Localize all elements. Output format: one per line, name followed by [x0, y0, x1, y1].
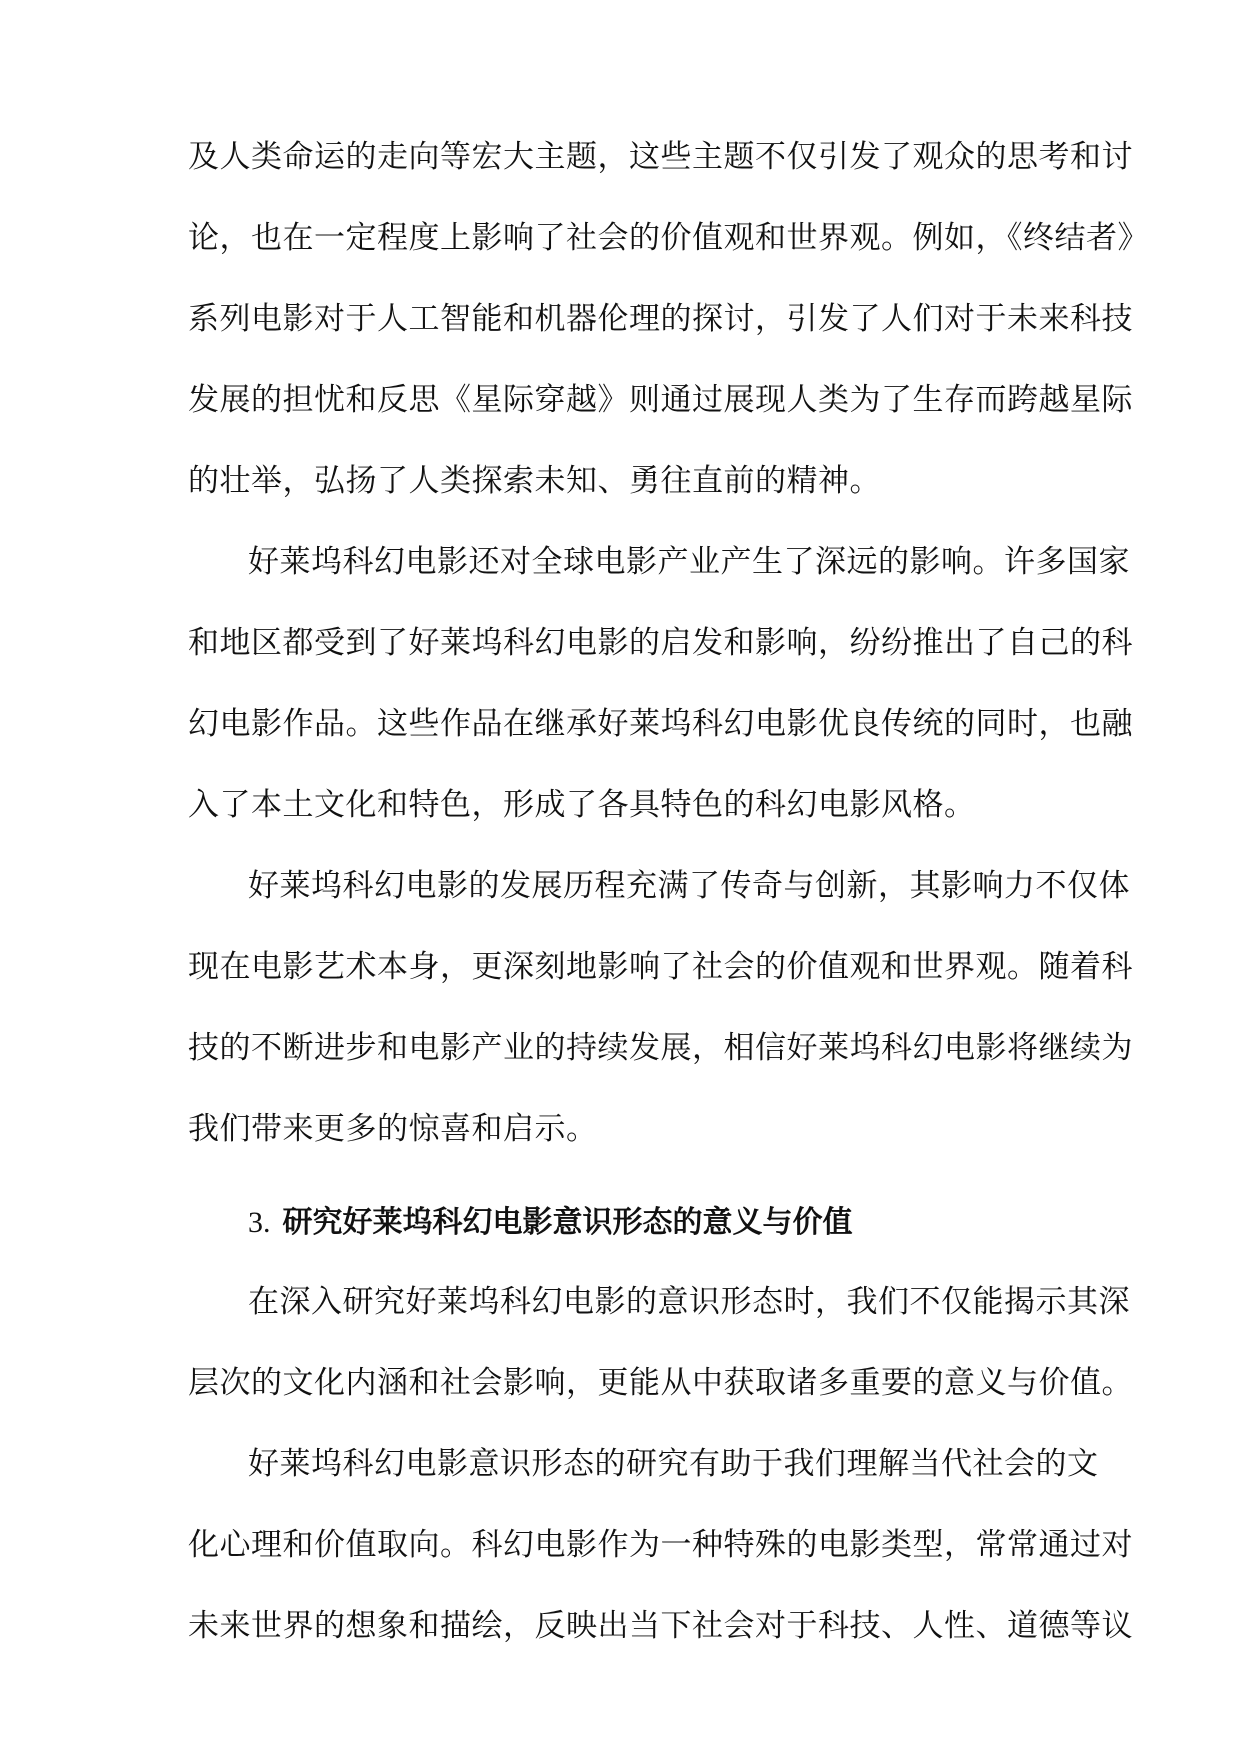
section-heading	[248, 1203, 853, 1243]
paragraph-1-line-2: 论，也在一定程度上影响了社会的价值观和世界观。例如，《终结者》	[188, 220, 1149, 256]
paragraph-1-line-1: 及人类命运的走向等宏大主题，这些主题不仅引发了观众的思考和讨	[188, 139, 1133, 175]
section-paragraph-2-line-1: 好莱坞科幻电影意识形态的研究有助于我们理解当代社会的文	[248, 1446, 1099, 1482]
paragraph-2-line-2: 和地区都受到了好莱坞科幻电影的启发和影响，纷纷推出了自己的科	[188, 625, 1133, 661]
section-paragraph-2-line-2: 化心理和价值取向。科幻电影作为一种特殊的电影类型，常常通过对	[188, 1527, 1133, 1563]
paragraph-3-line-1: 好莱坞科幻电影的发展历程充满了传奇与创新，其影响力不仅体	[248, 868, 1130, 904]
section-paragraph-1-line-1: 在深入研究好莱坞科幻电影的意识形态时，我们不仅能揭示其深	[248, 1284, 1130, 1320]
paragraph-3-line-2: 现在电影艺术本身，更深刻地影响了社会的价值观和世界观。随着科	[188, 949, 1133, 985]
paragraph-1-line-5: 的壮举，弘扬了人类探索未知、勇往直前的精神。	[188, 463, 881, 499]
section-number: 3.	[248, 1206, 271, 1239]
paragraph-2-line-4: 入了本土文化和特色，形成了各具特色的科幻电影风格。	[188, 787, 976, 823]
paragraph-2-line-1: 好莱坞科幻电影还对全球电影产业产生了深远的影响。许多国家	[248, 544, 1130, 580]
paragraph-1-line-3: 系列电影对于人工智能和机器伦理的探讨，引发了人们对于未来科技	[188, 301, 1133, 337]
section-title: 研究好莱坞科幻电影意识形态的意义与价值	[282, 1205, 853, 1240]
paragraph-2-line-3: 幻电影作品。这些作品在继承好莱坞科幻电影优良传统的同时，也融	[188, 706, 1133, 742]
paragraph-1-line-4: 发展的担忧和反思《星际穿越》则通过展现人类为了生存而跨越星际	[188, 382, 1133, 418]
section-paragraph-2-line-3: 未来世界的想象和描绘，反映出当下社会对于科技、人性、道德等议	[188, 1608, 1133, 1644]
paragraph-3-line-3: 技的不断进步和电影产业的持续发展，相信好莱坞科幻电影将继续为	[188, 1030, 1133, 1066]
paragraph-3-line-4: 我们带来更多的惊喜和启示。	[188, 1111, 598, 1147]
section-paragraph-1-line-2: 层次的文化内涵和社会影响，更能从中获取诸多重要的意义与价值。	[188, 1365, 1133, 1401]
